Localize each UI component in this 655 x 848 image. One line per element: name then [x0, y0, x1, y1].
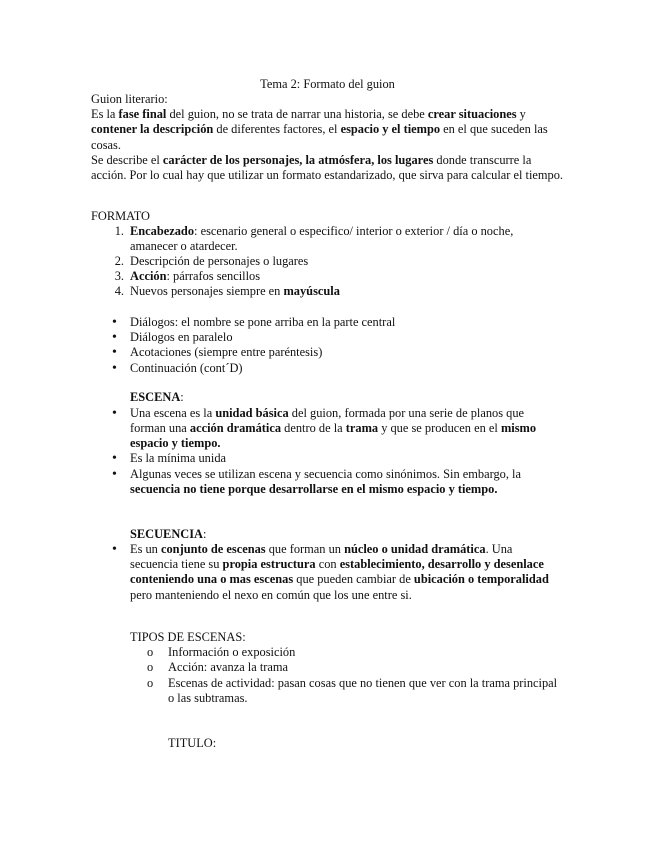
- numbered-item-personajes: [130, 284, 562, 299]
- numbered-marker: 4.: [114, 284, 124, 298]
- text-run: y: [516, 107, 526, 122]
- text-run: con: [315, 557, 340, 572]
- escena-bullet-minima: [130, 451, 562, 466]
- text-run: Una escena es la: [130, 406, 216, 420]
- bold-text-run: carácter de los personajes, la atmósfera, los lugares: [162, 152, 434, 167]
- intro-paragraph-1: [91, 107, 569, 153]
- text-run: en el que suceden las cosas.: [91, 122, 548, 152]
- bullet-marker: [112, 345, 122, 360]
- bold-text-run: ubicación o temporalidad: [413, 572, 549, 587]
- bold-text-run: establecimiento, desarrollo y desenlace conteniendo una o mas escenas: [130, 557, 544, 587]
- bold-text-run: núcleo o unidad dramática: [344, 542, 486, 556]
- escena-bullet-definicion: [130, 406, 562, 452]
- secuencia-heading-label: SECUENCIA: [130, 527, 203, 541]
- text-run: : párrafos sencillos: [166, 269, 261, 283]
- bullet-marker: [112, 542, 122, 557]
- tipos-item-accion: Acción: avanza la trama: [168, 660, 289, 674]
- text-run: pero manteniendo el nexo en común que los une entre si.: [130, 587, 412, 602]
- text-run: : escenario general o especifico/ interior o exterior / día o noche, amanecer o atardecer.: [130, 224, 514, 254]
- bold-text-run: acción dramática: [189, 421, 282, 436]
- escena-heading: [130, 390, 184, 405]
- bullet-marker: [112, 315, 122, 330]
- bullet-marker: [112, 467, 122, 482]
- text-run: de diferentes factores, el: [213, 122, 341, 137]
- bold-text-run: mismo espacio y tiempo.: [130, 421, 537, 451]
- text-run: donde transcurre la acción. Por lo cual hay que utilizar un formato estandarizado, que sirva para calcular el tiempo.: [91, 152, 564, 183]
- format-bullet-acotaciones: Acotaciones (siempre entre paréntesis): [130, 345, 323, 359]
- bold-text-run: secuencia no tiene porque desarrollarse en el mismo espacio y tiempo.: [130, 482, 498, 497]
- text-run: que pueden cambiar de: [293, 572, 414, 587]
- numbered-marker: 3.: [114, 269, 124, 283]
- bold-text-run: Acción: [130, 269, 167, 283]
- tipos-heading: TIPOS DE ESCENAS:: [130, 630, 246, 644]
- numbered-marker: 1.: [114, 224, 124, 238]
- text-run: . Una secuencia tiene su: [130, 542, 513, 572]
- bold-text-run: conjunto de escenas: [160, 542, 266, 556]
- bold-text-run: Encabezado: [130, 224, 195, 238]
- text-run: Es un: [130, 542, 161, 556]
- escena-heading-label: ESCENA: [130, 390, 181, 404]
- bullet-marker: [112, 361, 122, 376]
- numbered-marker: 2.: [114, 254, 124, 268]
- tipos-item-informacion: Información o exposición: [168, 645, 296, 659]
- bullet-marker: [112, 406, 122, 421]
- text-run: Algunas veces se utilizan escena y secuencia como sinónimos. Sin embargo, la: [130, 467, 522, 481]
- format-bullet-dialogos: Diálogos: el nombre se pone arriba en la parte central: [130, 315, 396, 329]
- escena-bullet-sinonimos: [130, 467, 562, 497]
- secuencia-heading-colon: :: [202, 527, 207, 541]
- secuencia-bullet-definicion: [130, 542, 562, 603]
- text-run: Nuevos personajes siempre en: [130, 284, 284, 298]
- sub-bullet-marker: o: [147, 660, 154, 674]
- text-run: Se describe el: [91, 152, 163, 167]
- intro-paragraph-2: [91, 153, 569, 183]
- document-title: Tema 2: Formato del guion: [260, 77, 395, 91]
- tipos-item-actividad: Escenas de actividad: pasan cosas que no tienen que ver con la trama principal o las subtramas.: [168, 676, 558, 706]
- bold-text-run: fase final: [118, 107, 167, 122]
- numbered-item-encabezado: [130, 224, 562, 254]
- numbered-item-descripcion: [130, 254, 562, 269]
- bold-text-run: espacio y el tiempo: [340, 122, 441, 137]
- text-run: Es la: [91, 107, 119, 122]
- text-run: Descripción de personajes o lugares: [130, 254, 309, 268]
- bold-text-run: propia estructura: [222, 557, 316, 572]
- sub-bullet-marker: o: [147, 676, 154, 690]
- intro-heading: Guion literario:: [91, 92, 168, 106]
- text-run: dentro de la: [281, 421, 346, 436]
- secuencia-heading: [130, 527, 206, 542]
- text-run: y que se producen en el: [378, 421, 501, 436]
- bullet-marker: [112, 330, 122, 345]
- formato-heading: FORMATO: [91, 209, 150, 223]
- intro-section: [91, 92, 569, 183]
- bold-text-run: unidad básica: [215, 406, 289, 420]
- format-bullet-paralelo: Diálogos en paralelo: [130, 330, 233, 344]
- text-run: que forman un: [265, 542, 345, 556]
- bold-text-run: mayúscula: [283, 284, 340, 298]
- sub-bullet-marker: o: [147, 645, 154, 659]
- titulo-heading: TITULO:: [168, 736, 217, 750]
- text-run: del guion, no se trata de narrar una historia, se debe: [166, 107, 428, 122]
- numbered-item-accion: [130, 269, 562, 284]
- bold-text-run: crear situaciones: [427, 107, 517, 122]
- escena-heading-colon: :: [180, 390, 184, 404]
- format-bullet-continuacion: Continuación (cont´D): [130, 361, 243, 375]
- bold-text-run: contener la descripción: [91, 122, 214, 137]
- text-run: Es la mínima unida: [130, 451, 227, 465]
- bullet-marker: [112, 451, 122, 466]
- text-run: del guion, formada por una serie de planos que forman una: [130, 406, 525, 436]
- bold-text-run: trama: [345, 421, 379, 436]
